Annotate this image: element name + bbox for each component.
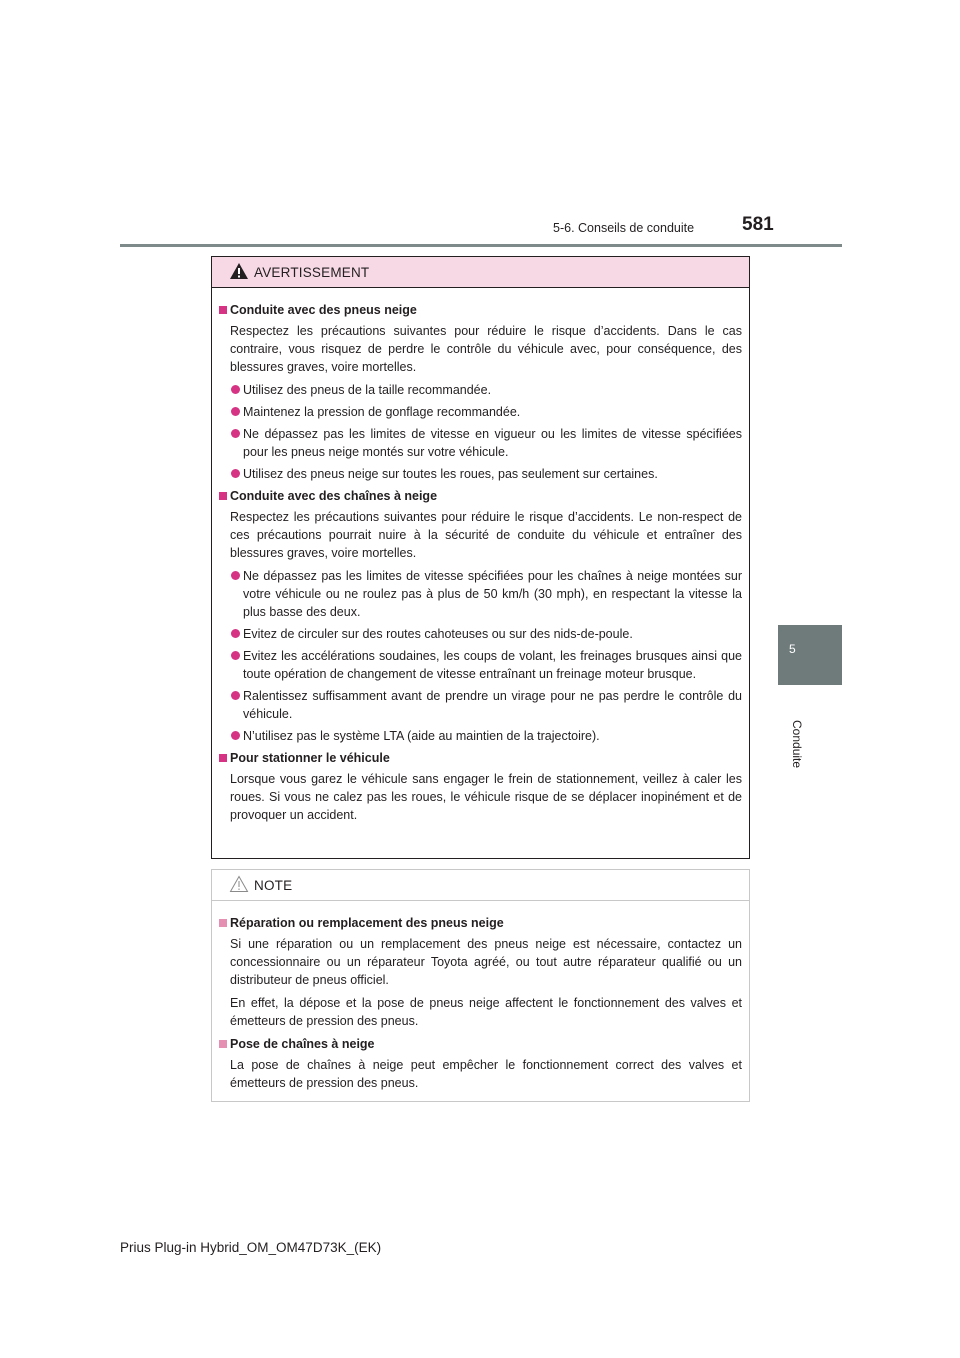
section-title: Pose de chaînes à neige [219,1035,742,1053]
warning-box [211,256,750,859]
caution-triangle-icon [229,875,249,893]
round-bullet-icon [231,691,240,700]
section-text: Si une réparation ou un remplacement des pneus neige est nécessaire, contactez un concessionnaire ou un réparateur Toyota agréé, ou tout autre réparateur qualifié ou un distributeur de pneus officiel. [230,937,742,987]
section-title: Conduite avec des chaînes à neige [219,487,742,505]
chapter-tab-label: Conduite [790,720,804,769]
footer-text: Prius Plug-in Hybrid_OM_OM47D73K_(EK) [120,1240,382,1255]
round-bullet-icon [231,629,240,638]
round-bullet-icon [231,407,240,416]
section-text: Lorsque vous garez le véhicule sans engager le frein de stationnement, veillez à caler les roues. Si vous ne calez pas les roues, le véhicule risque de se déplacer inopinément et de provoquer un accident. [230,772,742,822]
section-text: Respectez les précautions suivantes pour réduire le risque d’accidents. Dans le cas contraire, vous risquez de perdre le contrôle du véhicule avec, pour conséquence, des blessures graves, voire mortelles. [230,324,742,374]
note-title: NOTE [254,878,293,893]
list-item: Ne dépassez pas les limites de vitesse spécifiées pour les chaînes à neige montées sur votre véhicule ou ne roulez pas à plus de 50 km/h (30 mph), en respectant la vitesse la plus basse des deux. [219,567,742,621]
header-rule [120,244,842,247]
chapter-tab [778,625,842,685]
square-bullet-icon [219,754,227,762]
list-item: Utilisez des pneus de la taille recommandée. [219,381,742,399]
list-item: Utilisez des pneus neige sur toutes les roues, pas seulement sur certaines. [219,465,742,483]
note-body [212,901,749,1092]
section-title: Pour stationner le véhicule [219,749,742,767]
round-bullet-icon [231,429,240,438]
chapter-tab-number: 5 [789,642,796,656]
section-header: 5-6. Conseils de conduite [553,221,695,235]
warning-title: AVERTISSEMENT [254,265,370,280]
square-bullet-icon [219,306,227,314]
round-bullet-icon [231,469,240,478]
round-bullet-icon [231,731,240,740]
round-bullet-icon [231,651,240,660]
section-title: Conduite avec des pneus neige [219,301,742,319]
note-box [211,869,750,1102]
note-header [212,870,749,901]
square-bullet-icon [219,492,227,500]
list-item: Ne dépassez pas les limites de vitesse en vigueur ou les limites de vitesse spécifiées pour les pneus neige montés sur votre véhicule. [219,425,742,461]
section-text: En effet, la dépose et la pose de pneus neige affectent le fonctionnement des valves et émetteurs de pression des pneus. [230,996,742,1028]
section-text: La pose de chaînes à neige peut empêcher le fonctionnement correct des valves et émetteurs de pression des pneus. [230,1058,742,1090]
section-text: Respectez les précautions suivantes pour réduire le risque d’accidents. Le non-respect de ces précautions pourrait nuire à la sécurité de conduite du véhicule et entraîner des blessures graves, voire mortelles. [230,510,742,560]
section-title: Réparation ou remplacement des pneus neige [219,914,742,932]
square-bullet-icon [219,1040,227,1048]
square-bullet-icon [219,919,227,927]
list-item: Ralentissez suffisamment avant de prendre un virage pour ne pas perdre le contrôle du véhicule. [219,687,742,723]
warning-triangle-icon [229,262,249,280]
list-item: Maintenez la pression de gonflage recommandée. [219,403,742,421]
warning-body [212,288,749,824]
warning-header [212,257,749,288]
list-item: Evitez de circuler sur des routes cahoteuses ou sur des nids-de-poule. [219,625,742,643]
page-number: 581 [742,214,774,235]
round-bullet-icon [231,385,240,394]
list-item: Evitez les accélérations soudaines, les coups de volant, les freinages brusques ainsi que toute opération de changement de vitesse entraînant un freinage moteur brusque. [219,647,742,683]
list-item: N’utilisez pas le système LTA (aide au maintien de la trajectoire). [219,727,742,745]
round-bullet-icon [231,571,240,580]
